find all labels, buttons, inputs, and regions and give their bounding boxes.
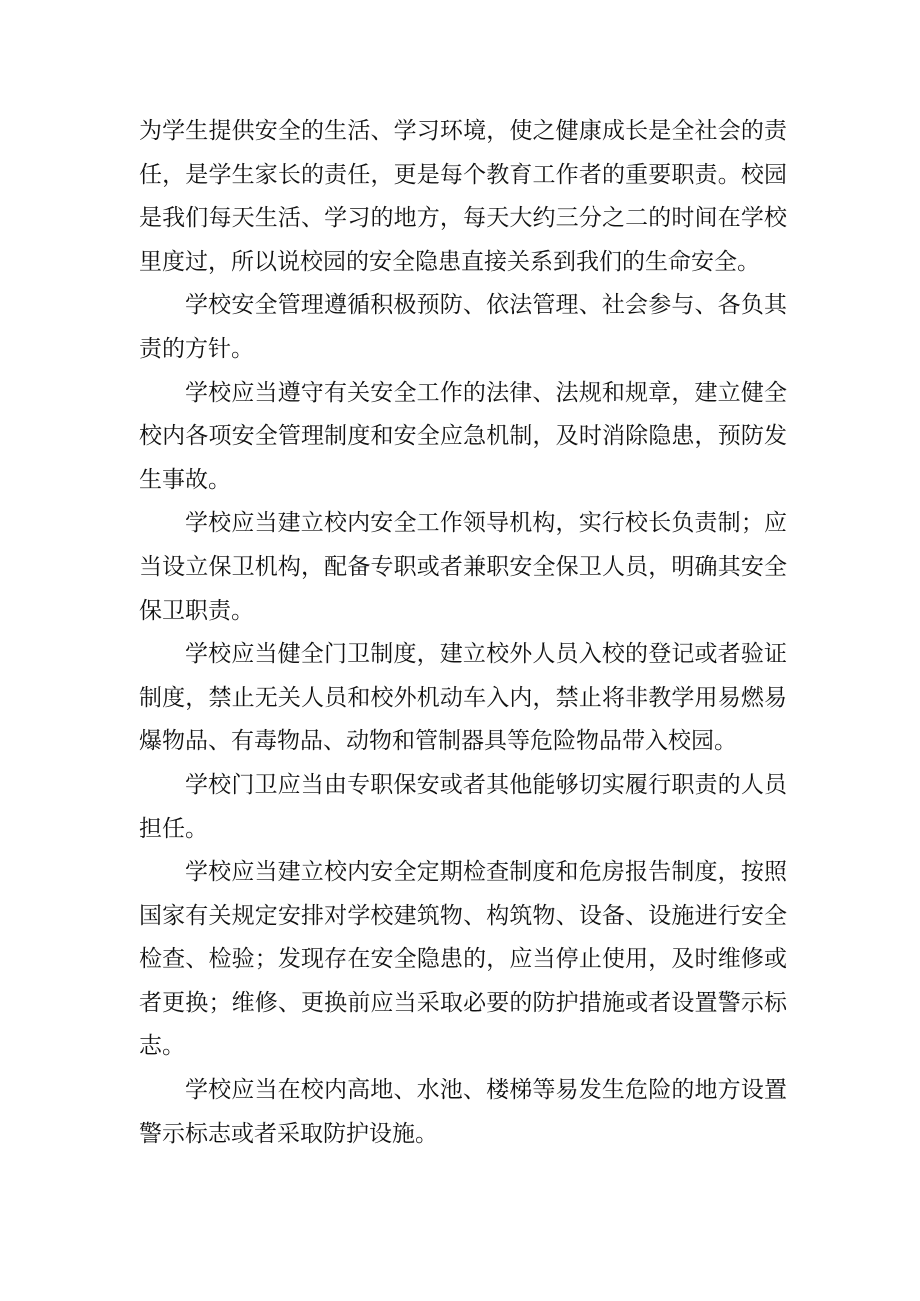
paragraph-7: 学校应当建立校内安全定期检查制度和危房报告制度，按照国家有关规定安排对学校建筑物、构筑物、设备、设施进行安全检查、检验；发现存在安全隐患的，应当停止使用，及时维修或者更换；维修、更换前应当采取必要的防护措施或者设置警示标志。 [139, 859, 787, 1060]
paragraph-3: 学校应当遵守有关安全工作的法律、法规和规章，建立健全校内各项安全管理制度和安全应急机制，及时消除隐患，预防发生事故。 [139, 379, 787, 493]
paragraph-6: 学校门卫应当由专职保安或者其他能够切实履行职责的人员担任。 [139, 771, 787, 842]
paragraph-5: 学校应当健全门卫制度，建立校外人员入校的登记或者验证制度，禁止无关人员和校外机动车入内，禁止将非教学用易燃易爆物品、有毒物品、动物和管制器具等危险物品带入校园。 [139, 641, 787, 755]
document-body [139, 110, 787, 1156]
paragraph-2: 学校安全管理遵循积极预防、依法管理、社会参与、各负其责的方针。 [139, 292, 787, 362]
paragraph-1: 为学生提供安全的生活、学习环境，使之健康成长是全社会的责任，是学生家长的责任，更是每个教育工作者的重要职责。校园是我们每天生活、学习的地方，每天大约三分之二的时间在学校里度过，所以说校园的安全隐患直接关系到我们的生命安全。 [139, 118, 787, 275]
paragraph-8: 学校应当在校内高地、水池、楼梯等易发生危险的地方设置警示标志或者采取防护设施。 [139, 1077, 787, 1147]
paragraph-4: 学校应当建立校内安全工作领导机构，实行校长负责制；应当设立保卫机构，配备专职或者兼职安全保卫人员，明确其安全保卫职责。 [139, 510, 787, 624]
